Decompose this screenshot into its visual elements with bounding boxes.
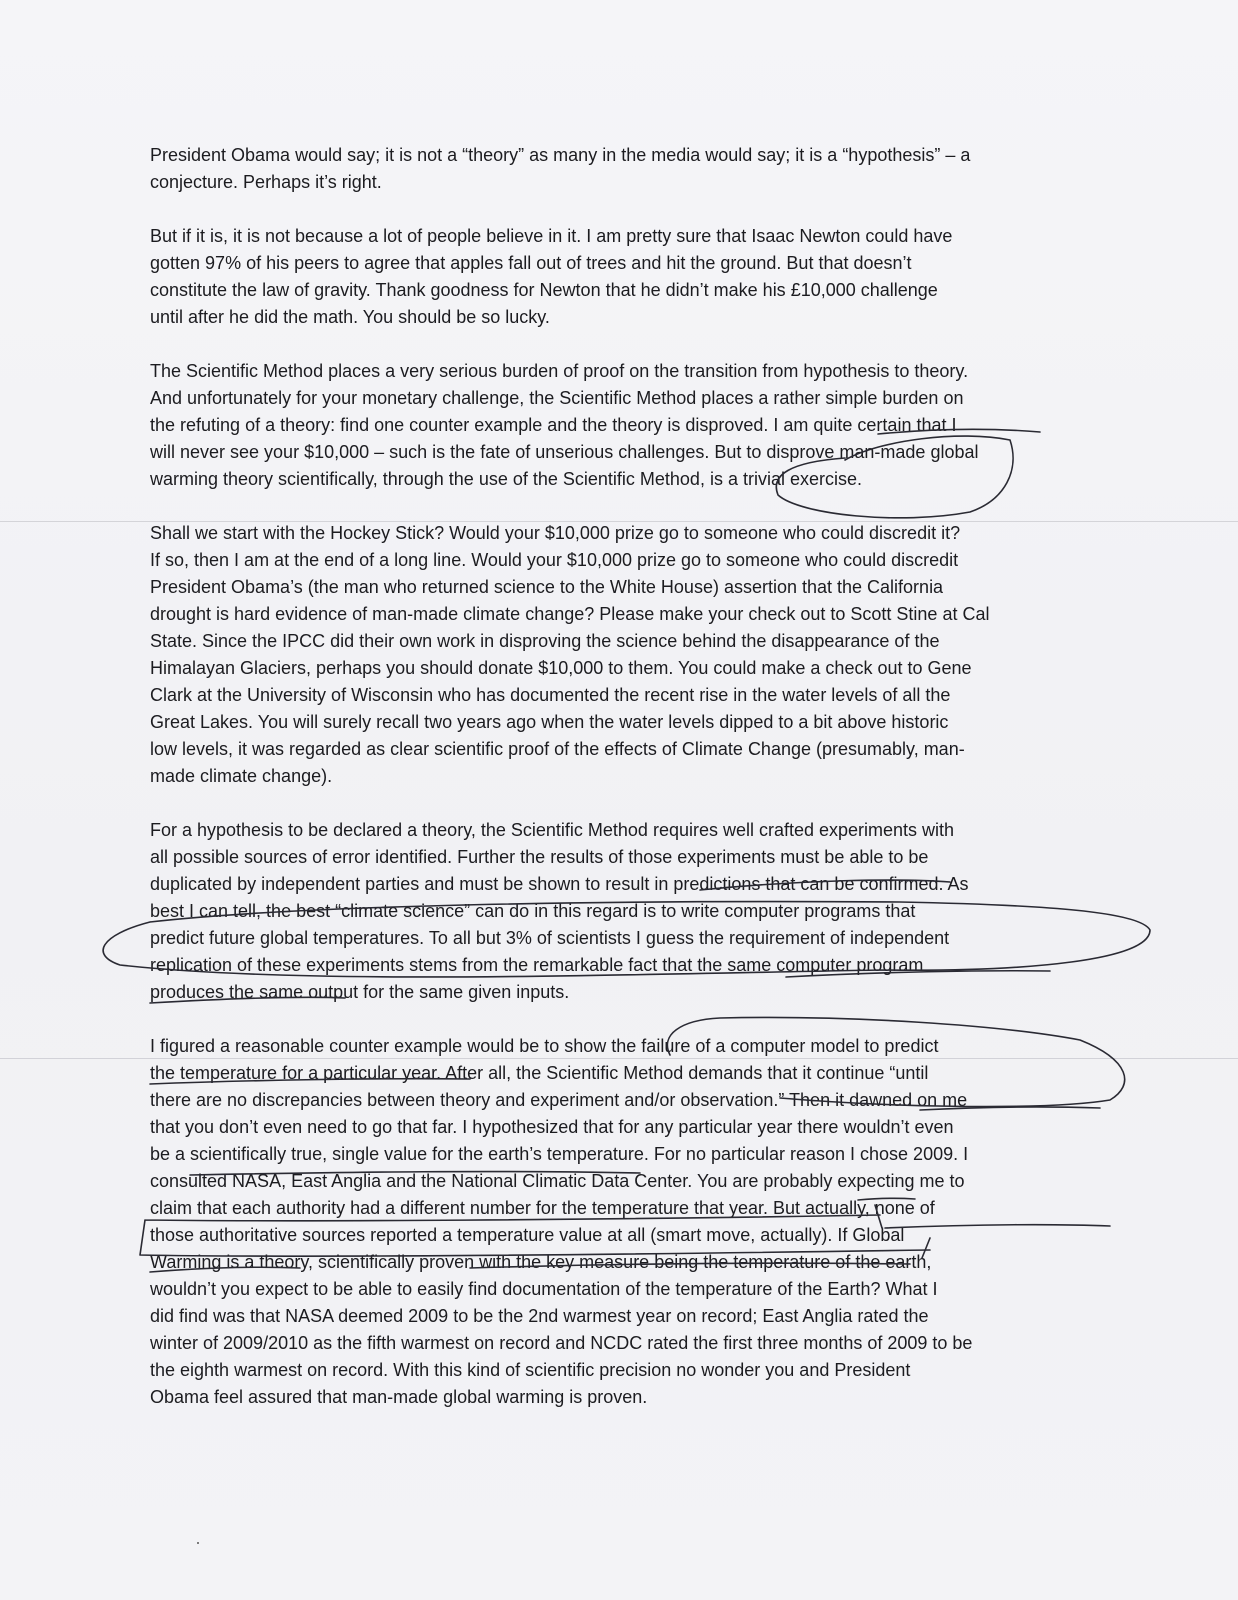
paragraph: President Obama would say; it is not a “theory” as many in the media would say; it is a “hypothesis” – a conjecture. Perhaps it’s right. [150, 145, 971, 192]
paragraph: But if it is, it is not because a lot of people believe in it. I am pretty sure that Isaac Newton could have gotten 97% of his peers to agree that apples fall out of trees and hit the ground. But that doesn’t constitute the law of gravity. Thank goodness for Newton that he didn’t make his £10,000 challenge until after he did the math. You should be so lucky. [150, 226, 953, 327]
paragraph: The Scientific Method places a very serious burden of proof on the transition from hypothesis to theory. And unfortunately for your monetary challenge, the Scientific Method places a rather simple burden on the refuting of a theory: find one counter example and the theory is disproved. I am quite certain that I will never see your $10,000 – such is the fate of unserious challenges. But to disprove man-made global warming theory scientifically, through the use of the Scientific Method, is a trivial exercise. [150, 361, 979, 489]
paragraph: Shall we start with the Hockey Stick? Would your $10,000 prize go to someone who could discredit it? If so, then I am at the end of a long line. Would your $10,000 prize go to someone who could discredit President Obama’s (the man who returned science to the White House) assertion that the California drought is hard evidence of man-made climate change? Please make your check out to Scott Stine at Cal State. Since the IPCC did their own work in disproving the science behind the disappearance of the Himalayan Glaciers, perhaps you should donate $10,000 to them. You could make a check out to Gene Clark at the University of Wisconsin who has documented the recent rise in the water levels of all the Great Lakes. You will surely recall two years ago when the water levels dipped to a bit above historic low levels, it was regarded as clear scientific proof of the effects of Climate Change (presumably, man- made climate change). [150, 523, 990, 786]
paragraph: I figured a reasonable counter example would be to show the failure of a computer model to predict the temperature for a particular year. After all, the Scientific Method demands that it continue “until there are no discrepancies between theory and experiment and/or observation.” Then it dawned on me that you don’t even need to go that far. I hypothesized that for any particular year there wouldn’t even be a scientifically true, single value for the earth’s temperature. For no particular reason I chose 2009. I consulted NASA, East Anglia and the National Climatic Data Center. You are probably expecting me to claim that each authority had a different number for the temperature that year. But actually, none of those authoritative sources reported a temperature value at all (smart move, actually). If Global Warming is a theory, scientifically proven with the key measure being the temperature of the earth, wouldn’t you expect to be able to easily find documentation of the temperature of the Earth? What I did find was that NASA deemed 2009 to be the 2nd warmest year on record; East Anglia rated the winter of 2009/2010 as the fifth warmest on record and NCDC rated the first three months of 2009 to be the eighth warmest on record. With this kind of scientific precision no wonder you and President Obama feel assured that man-made global warming is proven. [150, 1036, 973, 1407]
speck [197, 1542, 199, 1544]
letter-body [150, 142, 1110, 1438]
paragraph: For a hypothesis to be declared a theory, the Scientific Method requires well crafted experiments with all possible sources of error identified. Further the results of those experiments must be able to be duplicated by independent parties and must be shown to result in predictions that can be confirmed. As best I can tell, the best “climate science” can do in this regard is to write computer programs that predict future global temperatures. To all but 3% of scientists I guess the requirement of independent replication of these experiments stems from the remarkable fact that the same computer program produces the same output for the same given inputs. [150, 820, 969, 1002]
